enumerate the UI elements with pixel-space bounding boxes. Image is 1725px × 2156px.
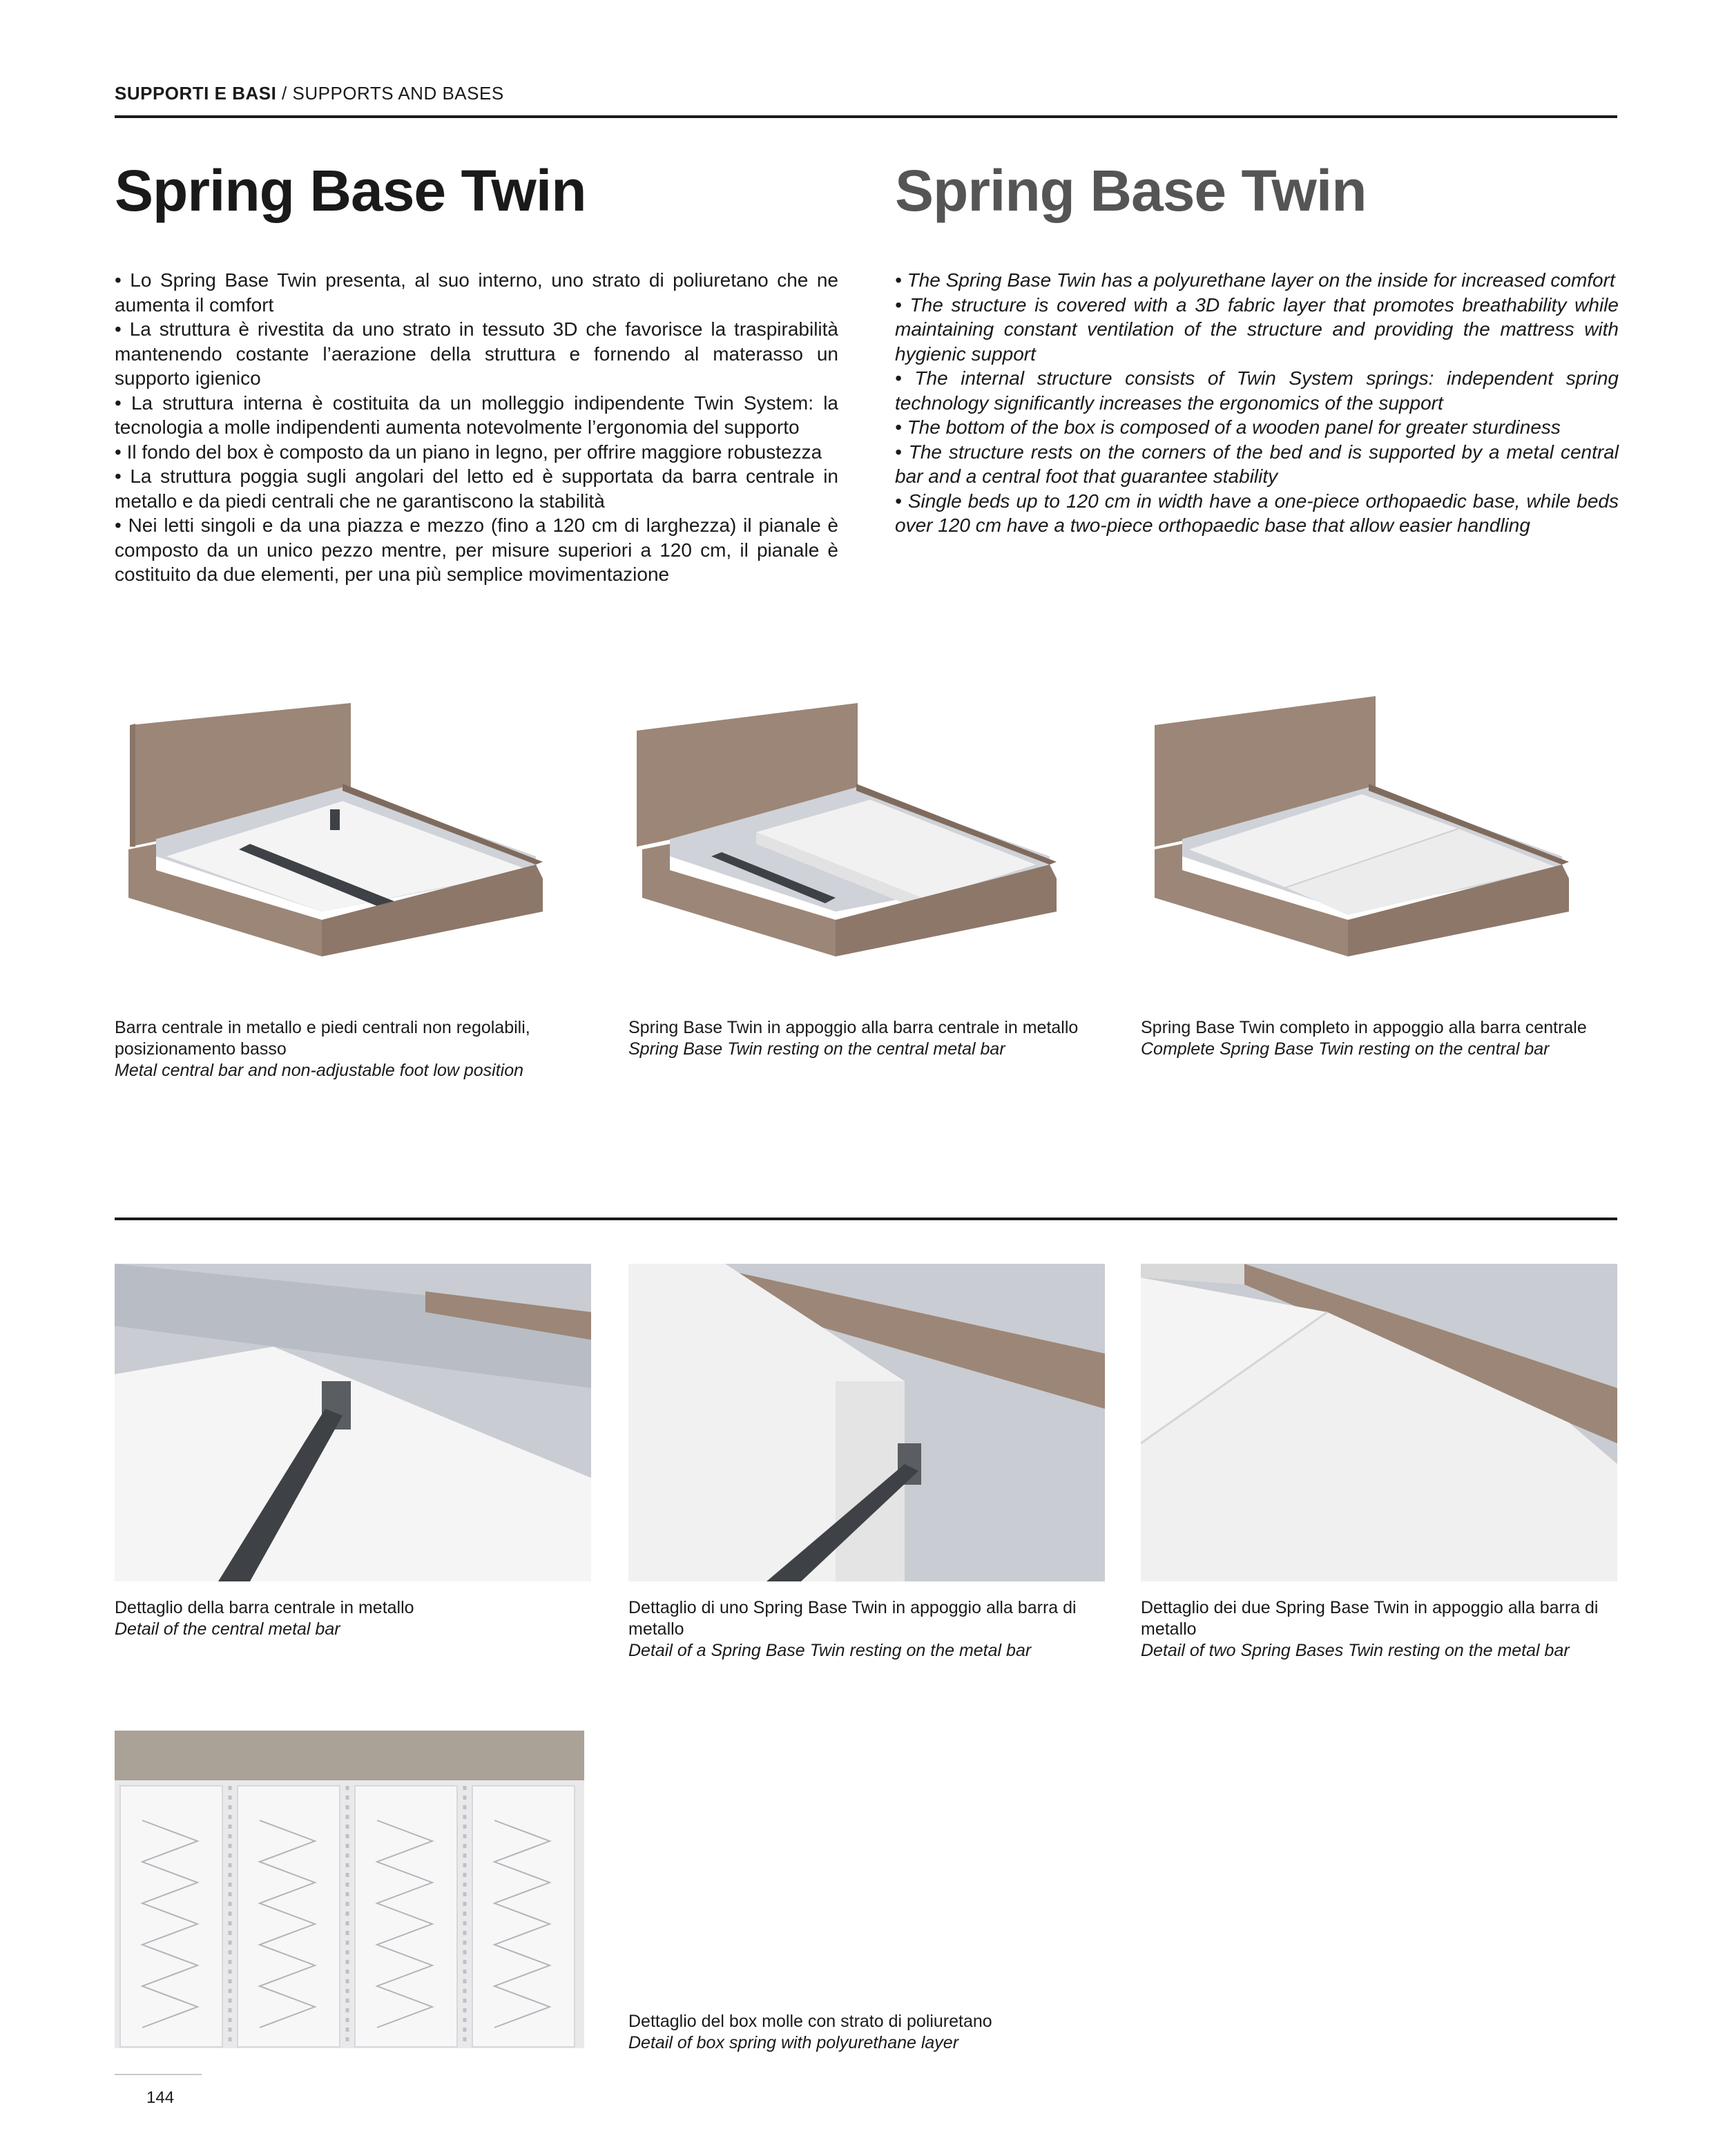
page-number-rule	[115, 2074, 202, 2075]
caption-4	[115, 1597, 591, 1640]
section-title-it: SUPPORTI E BASI	[115, 83, 277, 104]
caption-en: Spring Base Twin resting on the central metal bar	[628, 1039, 1005, 1059]
body-text-it	[115, 268, 838, 587]
caption-en: Complete Spring Base Twin resting on the central bar	[1141, 1039, 1550, 1059]
caption-it: Dettaglio del box molle con strato di poliuretano	[628, 2012, 992, 2031]
bullet-en: • Single beds up to 120 cm in width have a one-piece orthopaedic base, while beds over 120 cm have a two-piece orthopaedic base that allow easier handling	[895, 490, 1619, 536]
photo-bed-metal-bar	[115, 684, 591, 1001]
body-text-en	[895, 268, 1619, 538]
caption-1	[115, 1017, 591, 1081]
photo-detail-two-bases	[1141, 1264, 1617, 1581]
caption-it: Spring Base Twin completo in appoggio alla barra centrale	[1141, 1018, 1587, 1037]
caption-en: Detail of a Spring Base Twin resting on the metal bar	[628, 1641, 1032, 1660]
section-header	[115, 83, 504, 104]
header-rule	[115, 115, 1617, 118]
caption-2	[628, 1017, 1105, 1060]
photo-bed-one-base	[628, 684, 1105, 1001]
caption-3	[1141, 1017, 1617, 1060]
bullet-it: • Il fondo del box è composto da un piano in legno, per offrire maggiore robustezza	[115, 441, 822, 463]
caption-it: Dettaglio della barra centrale in metallo	[115, 1598, 414, 1617]
caption-it: Spring Base Twin in appoggio alla barra centrale in metallo	[628, 1018, 1079, 1037]
bullet-en: • The bottom of the box is composed of a wooden panel for greater sturdiness	[895, 416, 1561, 438]
caption-en: Detail of the central metal bar	[115, 1619, 340, 1639]
bullet-en: • The internal structure consists of Twin System springs: independent spring technology significantly increases the ergonomics of the support	[895, 367, 1619, 414]
caption-en: Detail of two Spring Bases Twin resting on the metal bar	[1141, 1641, 1570, 1660]
caption-it: Dettaglio dei due Spring Base Twin in appoggio alla barra di metallo	[1141, 1598, 1599, 1639]
photo-detail-one-base	[628, 1264, 1105, 1581]
bullet-en: • The structure is covered with a 3D fabric layer that promotes breathability while maintaining constant ventilation of the structure and providing the mattress with hygienic support	[895, 293, 1619, 365]
bullet-it: • La struttura è rivestita da uno strato in tessuto 3D che favorisce la traspirabilità mantenendo costante l’aerazione della struttura e fornendo al materasso un supporto igienico	[115, 318, 838, 389]
caption-it: Barra centrale in metallo e piedi centrali non regolabili, posizionamento basso	[115, 1018, 530, 1059]
photo-detail-metal-bar	[115, 1264, 591, 1581]
caption-5	[628, 1597, 1105, 1662]
section-title-en: SUPPORTS AND BASES	[292, 83, 504, 104]
bullet-it: • La struttura poggia sugli angolari del letto ed è supportata da barra centrale in metallo e da piedi centrali che ne garantiscono la stabilità	[115, 465, 838, 512]
title-it: Spring Base Twin	[115, 158, 586, 223]
photo-bed-complete	[1141, 684, 1617, 1001]
section-rule	[115, 1217, 1617, 1220]
section-separator: /	[276, 83, 293, 104]
photo-box-spring	[115, 1731, 584, 2048]
bullet-en: • The structure rests on the corners of the bed and is supported by a metal central bar and a central foot that guarantee stability	[895, 441, 1619, 487]
bullet-it: • Lo Spring Base Twin presenta, al suo interno, uno strato di poliuretano che ne aumenta il comfort	[115, 269, 838, 316]
caption-en: Detail of box spring with polyurethane layer	[628, 2033, 959, 2052]
caption-en: Metal central bar and non-adjustable foot low position	[115, 1061, 524, 1080]
bullet-it: • La struttura interna è costituita da un molleggio indipendente Twin System: la tecnologia a molle indipendenti aumenta notevolmente l’ergonomia del supporto	[115, 392, 838, 438]
bullet-it: • Nei letti singoli e da una piazza e mezzo (fino a 120 cm di larghezza) il pianale è composto da un unico pezzo mentre, per misure superiori a 120 cm, il pianale è costituito da due elementi, per una più semplice movimentazione	[115, 514, 838, 585]
page-number: 144	[146, 2088, 175, 2107]
caption-7	[628, 2011, 1105, 2054]
caption-6	[1141, 1597, 1617, 1662]
caption-it: Dettaglio di uno Spring Base Twin in appoggio alla barra di metallo	[628, 1598, 1077, 1639]
title-en: Spring Base Twin	[895, 158, 1367, 223]
bullet-en: • The Spring Base Twin has a polyurethane layer on the inside for increased comfort	[895, 269, 1615, 291]
